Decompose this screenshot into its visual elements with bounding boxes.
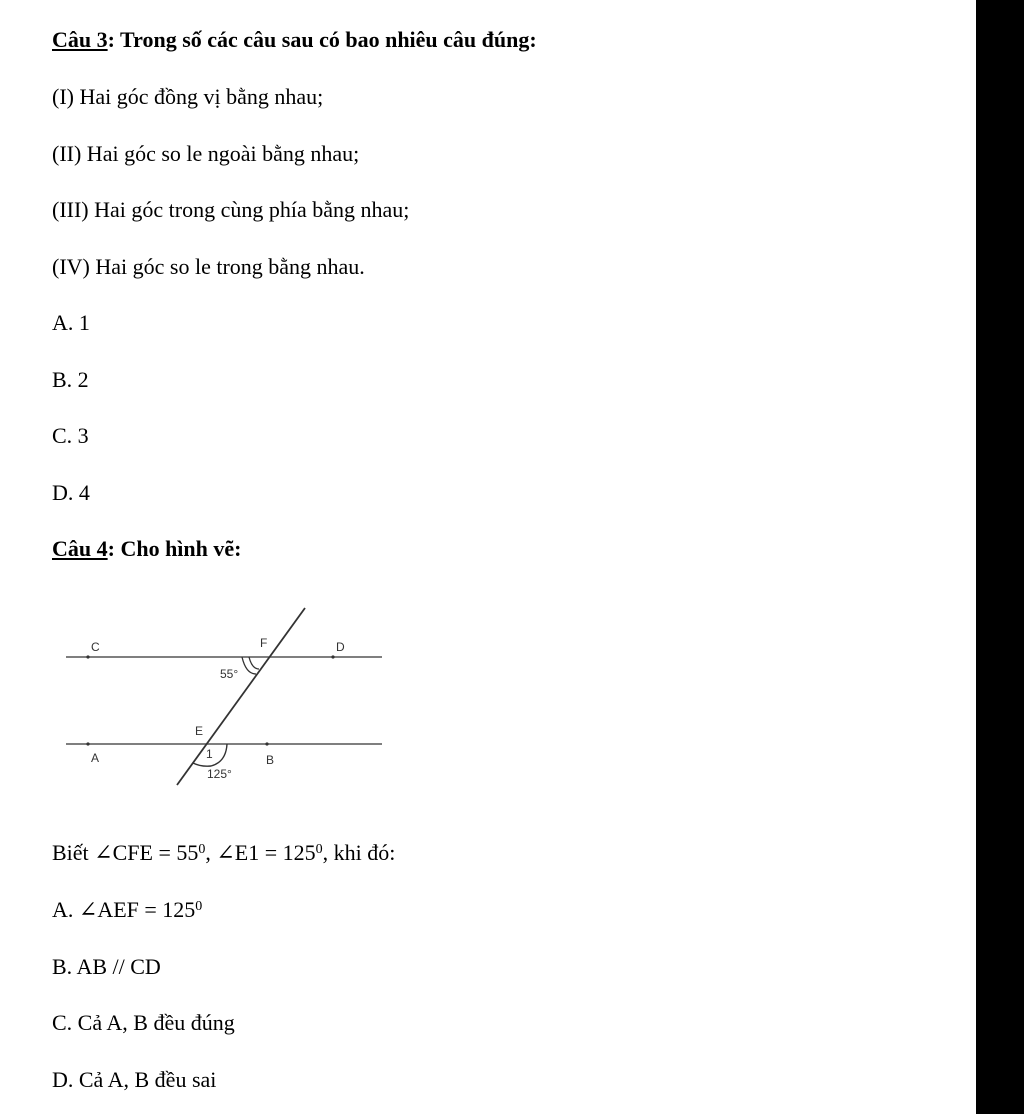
black-side-bar xyxy=(976,0,1024,1114)
given-degree-1: 0 xyxy=(198,842,206,857)
given-mid: , ∠E1 = 125 xyxy=(205,840,316,865)
label-angle-1: 1 xyxy=(206,747,213,761)
given-statement xyxy=(52,840,395,866)
point-d xyxy=(331,655,334,658)
point-c xyxy=(86,655,89,658)
geometry-drawing xyxy=(60,600,390,795)
label-c: C xyxy=(91,640,100,654)
angle-arc-f-outer xyxy=(242,657,256,674)
label-e: E xyxy=(195,724,204,738)
angle-arc-f-inner xyxy=(249,657,259,669)
label-b: B xyxy=(266,753,275,767)
statement-1: (I) Hai góc đồng vị bằng nhau; xyxy=(52,84,324,109)
q3-option-d: D. 4 xyxy=(52,480,90,505)
q4-option-a-text: A. ∠AEF = 125 xyxy=(52,897,196,922)
q4-option-c: C. Cả A, B đều đúng xyxy=(52,1010,235,1035)
question-4-heading xyxy=(52,536,241,562)
label-f: F xyxy=(260,636,268,650)
q4-option-d: D. Cả A, B đều sai xyxy=(52,1067,217,1092)
question-3-heading xyxy=(52,27,537,53)
question-4-prompt: : Cho hình vẽ: xyxy=(107,536,242,561)
label-d: D xyxy=(336,640,345,654)
given-degree-2: 0 xyxy=(315,842,323,857)
label-angle-125: 125° xyxy=(207,767,232,781)
statement-4: (IV) Hai góc so le trong bằng nhau. xyxy=(52,254,365,279)
geometry-figure xyxy=(60,600,390,795)
q4-option-b: B. AB // CD xyxy=(52,954,161,979)
question-3-prompt: : Trong số các câu sau có bao nhiêu câu đúng: xyxy=(107,27,537,52)
statement-3: (III) Hai góc trong cùng phía bằng nhau; xyxy=(52,197,410,222)
given-suffix: , khi đó: xyxy=(322,840,396,865)
q3-option-c: C. 3 xyxy=(52,423,89,448)
transversal xyxy=(177,608,305,785)
question-3-number: Câu 3 xyxy=(52,27,108,52)
q4-option-a-degree: 0 xyxy=(195,899,203,914)
q4-option-a xyxy=(52,897,202,923)
q3-option-b: B. 2 xyxy=(52,367,89,392)
point-b xyxy=(265,742,268,745)
label-angle-55: 55° xyxy=(220,667,239,681)
point-a xyxy=(86,742,89,745)
q3-option-a: A. 1 xyxy=(52,310,90,335)
statement-2: (II) Hai góc so le ngoài bằng nhau; xyxy=(52,141,360,166)
question-4-number: Câu 4 xyxy=(52,536,108,561)
label-a: A xyxy=(91,751,100,765)
given-prefix: Biết ∠CFE = 55 xyxy=(52,840,199,865)
